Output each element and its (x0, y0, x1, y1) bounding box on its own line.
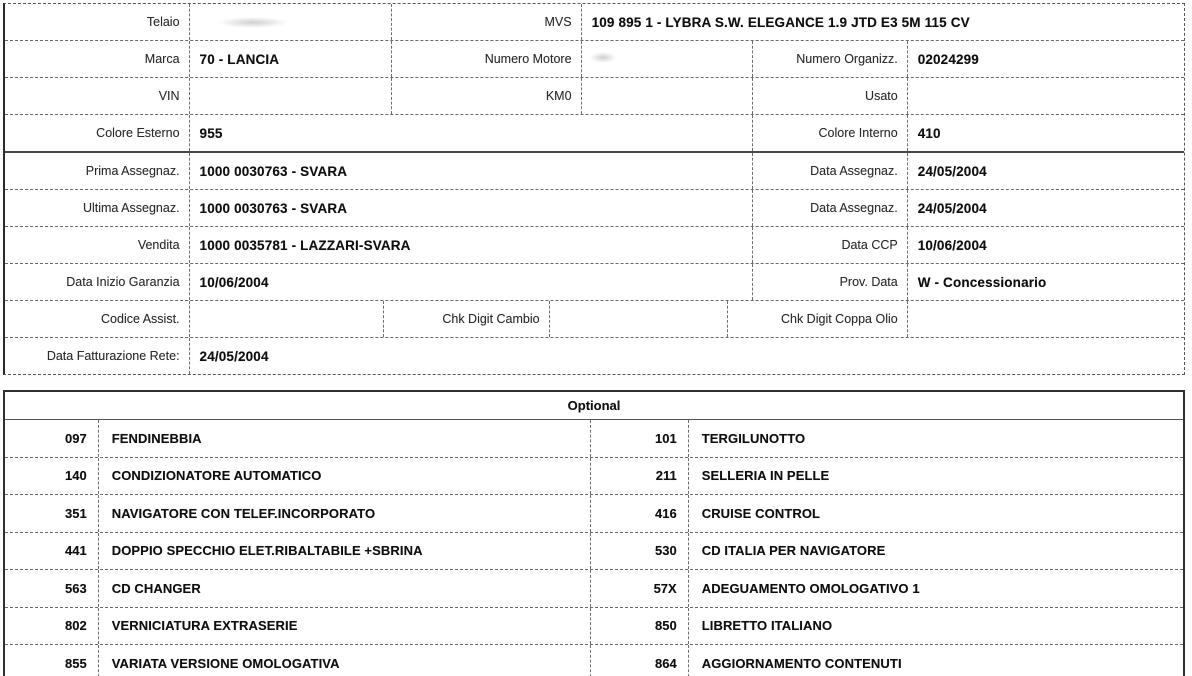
option-desc: VERNICIATURA EXTRASERIE (98, 608, 590, 645)
row-vendita (5, 226, 1184, 263)
row-chk-digit (5, 300, 1184, 337)
data-assegnaz-value: 24/05/2004 (907, 153, 1184, 189)
vendita-value: 1000 0035781 - LAZZARI-SVARA (189, 227, 753, 263)
prima-assegnaz-value: 1000 0030763 - SVARA (189, 153, 753, 189)
colore-interno-label: Colore Interno (752, 115, 907, 151)
option-desc: CD CHANGER (98, 570, 590, 607)
option-code: 563 (65, 580, 87, 596)
usato-label: Usato (752, 78, 907, 114)
optional-row (5, 420, 1183, 457)
colore-interno-value: 410 (907, 115, 1184, 151)
optional-table-title: Optional (5, 392, 1183, 420)
colore-esterno-label: Colore Esterno (96, 126, 180, 140)
colore-esterno-value: 955 (189, 115, 753, 151)
optional-row (5, 569, 1183, 607)
optional-row (5, 457, 1183, 495)
optional-row (5, 532, 1183, 570)
data-fatturazione-rete-label: Data Fatturazione Rete: (46, 349, 180, 363)
marca-label: Marca (144, 52, 180, 66)
data-fatturazione-rete-value: 24/05/2004 (189, 338, 1184, 374)
vendita-label: Vendita (137, 238, 180, 252)
km0-value (581, 78, 753, 114)
option-code: 097 (65, 430, 87, 446)
option-code: 864 (590, 645, 688, 676)
option-desc: CONDIZIONATORE AUTOMATICO (98, 458, 590, 495)
option-code: 441 (65, 543, 87, 559)
data-inizio-garanzia-label: Data Inizio Garanzia (66, 275, 180, 289)
vehicle-data-table (3, 3, 1185, 375)
vin-value (189, 78, 391, 114)
option-code: 351 (65, 505, 87, 521)
prov-data-value: W - Concessionario (907, 264, 1184, 300)
telaio-label: Telaio (146, 15, 180, 29)
chk-digit-cambio-value (549, 301, 728, 337)
row-marca-motore-organizz (5, 40, 1184, 77)
data-ccp-value: 10/06/2004 (907, 227, 1184, 263)
option-code: 57X (590, 570, 688, 607)
codice-assist-label: Codice Assist. (101, 312, 180, 326)
option-code: 850 (590, 608, 688, 645)
numero-motore-value (581, 41, 753, 77)
option-code: 101 (590, 420, 688, 457)
numero-organizz-label: Numero Organizz. (752, 41, 907, 77)
codice-assist-value (189, 301, 384, 337)
option-desc: DOPPIO SPECCHIO ELET.RIBALTABILE +SBRINA (98, 533, 590, 570)
mvs-value: 109 895 1 - LYBRA S.W. ELEGANCE 1.9 JTD E3 5M 115 CV (581, 4, 1184, 40)
option-code: 530 (590, 533, 688, 570)
prov-data-label: Prov. Data (752, 264, 907, 300)
optional-row (5, 607, 1183, 645)
chk-digit-cambio-label: Chk Digit Cambio (383, 301, 549, 337)
option-desc: CRUISE CONTROL (688, 495, 1183, 532)
usato-value (907, 78, 1184, 114)
data-inizio-garanzia-value: 10/06/2004 (189, 264, 753, 300)
row-garanzia (5, 263, 1184, 300)
option-code: 416 (590, 495, 688, 532)
scan-smudge (218, 17, 288, 28)
data-ccp-label: Data CCP (752, 227, 907, 263)
mvs-label: MVS (391, 4, 581, 40)
option-desc: CD ITALIA PER NAVIGATORE (688, 533, 1183, 570)
vin-label: VIN (158, 89, 180, 103)
option-desc: LIBRETTO ITALIANO (688, 608, 1183, 645)
optional-row (5, 494, 1183, 532)
option-desc: TERGILUNOTTO (688, 420, 1183, 457)
row-prima-assegnaz (5, 151, 1184, 189)
telaio-value (189, 4, 392, 40)
ultima-assegnaz-value: 1000 0030763 - SVARA (189, 190, 753, 226)
row-telaio-mvs (5, 4, 1184, 40)
option-desc: AGGIORNAMENTO CONTENUTI (688, 645, 1183, 676)
option-code: 855 (65, 655, 87, 671)
scan-smudge (590, 52, 616, 63)
option-desc: VARIATA VERSIONE OMOLOGATIVA (98, 645, 590, 676)
ultima-assegnaz-label: Ultima Assegnaz. (82, 201, 180, 215)
row-vin-km0-usato (5, 77, 1184, 114)
row-fatturazione (5, 337, 1184, 374)
marca-value: 70 - LANCIA (189, 41, 391, 77)
option-desc: ADEGUAMENTO OMOLOGATIVO 1 (688, 570, 1183, 607)
option-desc: SELLERIA IN PELLE (688, 458, 1183, 495)
chk-digit-coppa-olio-label: Chk Digit Coppa Olio (727, 301, 907, 337)
option-desc: NAVIGATORE CON TELEF.INCORPORATO (98, 495, 590, 532)
data-assegnaz-label: Data Assegnaz. (752, 153, 907, 189)
option-code: 211 (590, 458, 688, 495)
optional-table (3, 390, 1185, 676)
data-assegnaz-value: 24/05/2004 (907, 190, 1184, 226)
optional-row (5, 644, 1183, 676)
data-assegnaz-label: Data Assegnaz. (752, 190, 907, 226)
chk-digit-coppa-olio-value (907, 301, 1184, 337)
row-colore (5, 114, 1184, 151)
numero-organizz-value: 02024299 (907, 41, 1184, 77)
option-desc: FENDINEBBIA (98, 420, 590, 457)
row-ultima-assegnaz (5, 189, 1184, 226)
option-code: 802 (65, 618, 87, 634)
numero-motore-label: Numero Motore (391, 41, 581, 77)
km0-label: KM0 (391, 78, 581, 114)
prima-assegnaz-label: Prima Assegnaz. (85, 164, 180, 178)
option-code: 140 (65, 468, 87, 484)
